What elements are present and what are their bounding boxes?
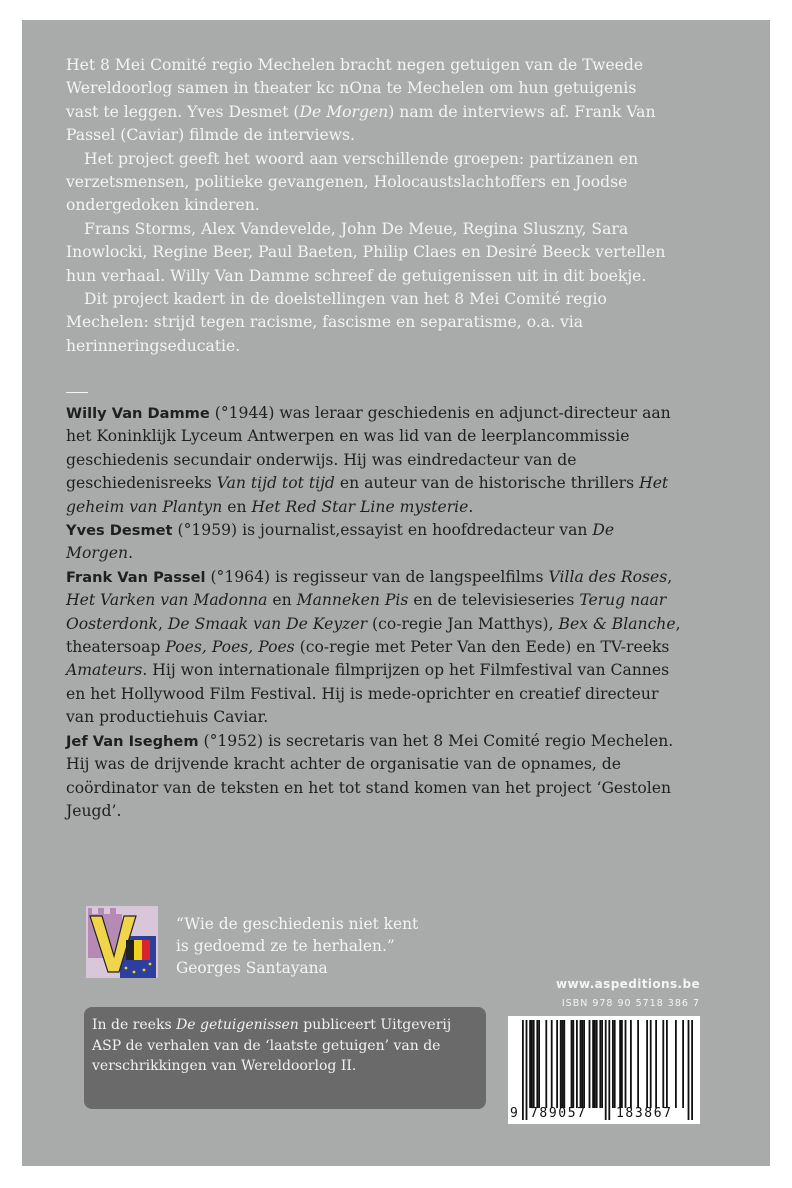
- intro-paragraph-1: Het 8 Mei Comité regio Mechelen bracht negen getuigen van de Tweede Wereldoorlog samen in theater kc nOna te Mechelen om hun getuigenis vast te leggen. Yves Desmet (De Morgen) nam de interviews af. Frank Van Passel (Caviar) filmde de interviews.: [66, 56, 656, 145]
- barcode-bar: [655, 1020, 657, 1108]
- barcode-left-group: 789057: [530, 1106, 587, 1121]
- intro-paragraph-2: Het project geeft het woord aan verschillende groepen: partizanen en verzetsmensen, politieke gevangenen, Holocaustslachtoffers en Joodse ondergedoken kinderen.: [66, 149, 639, 215]
- barcode-bar: [576, 1020, 578, 1108]
- comite-logo-icon: [86, 906, 158, 978]
- barcode-bar: [583, 1020, 585, 1108]
- barcode-bar: [551, 1020, 553, 1108]
- barcode-bar: [533, 1020, 535, 1108]
- intro-paragraph-4: Dit project kadert in de doelstellingen van het 8 Mei Comité regio Mechelen: strijd tegen racisme, fascisme en separatisme, o.a. via herinneringseducatie.: [66, 290, 607, 355]
- section-divider: [66, 392, 88, 393]
- quote-line-1: “Wie de geschiedenis niet kent: [176, 915, 419, 933]
- barcode-bar: [646, 1020, 648, 1108]
- barcode-bar: [621, 1020, 623, 1108]
- barcode-bar: [529, 1020, 531, 1108]
- barcode-bar: [526, 1020, 528, 1120]
- barcode-digits: [508, 1106, 700, 1124]
- barcode-bar: [619, 1020, 621, 1108]
- barcode-bar: [592, 1020, 594, 1108]
- barcode-bar: [545, 1020, 547, 1108]
- barcode-bar: [601, 1020, 603, 1108]
- quote-line-2: is gedoemd ze te herhalen.”: [176, 937, 395, 955]
- barcode-bar: [675, 1020, 677, 1108]
- series-text: In de reeks De getuigenissen publiceert Uitgeverij ASP de verhalen van de ‘laatste getuigen’ van de verschrikkingen van Wereldoorlog II.: [92, 1017, 452, 1074]
- barcode-bar: [572, 1020, 574, 1108]
- barcode-first-digit: 9: [510, 1106, 518, 1121]
- barcode-bar: [589, 1020, 591, 1108]
- barcode-bar: [571, 1020, 573, 1108]
- barcode-right-group: 183867: [616, 1106, 673, 1121]
- barcode-bar: [562, 1020, 564, 1108]
- barcode-bar: [688, 1020, 690, 1120]
- barcode-bar: [605, 1020, 607, 1120]
- barcode-bar: [538, 1020, 540, 1108]
- barcode-bar: [691, 1020, 693, 1120]
- barcode-bar: [563, 1020, 565, 1108]
- barcode-bar: [596, 1020, 598, 1108]
- barcode-bar: [580, 1020, 582, 1108]
- barcode-bar: [531, 1020, 533, 1108]
- barcode-bar: [581, 1020, 583, 1108]
- barcode-bar: [650, 1020, 652, 1108]
- barcode-bar: [637, 1020, 639, 1108]
- bio-jef-van-iseghem: Jef Van Iseghem (°1952) is secretaris van het 8 Mei Comité regio Mechelen. Hij was de drijvende kracht achter de organisatie van de opnames, de coördinator van de teksten en het tot stand komen van het project ‘Gestolen Jeugd’.: [66, 731, 674, 820]
- author-bios: [66, 402, 686, 823]
- barcode-bar: [630, 1020, 632, 1108]
- barcode-bar: [612, 1020, 614, 1108]
- barcode-bar: [625, 1020, 627, 1108]
- barcode-bar: [556, 1020, 558, 1108]
- barcode-bar: [682, 1020, 684, 1108]
- barcode-bar: [536, 1020, 538, 1108]
- barcode-bar: [662, 1020, 664, 1108]
- santayana-quote: [176, 913, 476, 979]
- barcode-bar: [522, 1020, 524, 1120]
- intro-text: [66, 54, 666, 358]
- barcode-bar: [614, 1020, 616, 1108]
- isbn-label: ISBN 978 90 5718 386 7: [561, 998, 700, 1009]
- barcode-bar: [608, 1020, 610, 1120]
- bio-frank-van-passel: Frank Van Passel (°1964) is regisseur van de langspeelfilms Villa des Roses, Het Varken van Madonna en Manneken Pis en de televisieseries Terug naar Oosterdonk, De Smaak van De Keyzer (co-regie Jan Matthys), Bex & Blanche, theatersoap Poes, Poes, Poes (co-regie met Peter Van den Eede) en TV-reeks Amateurs. Hij won internationale filmprijzen op het Filmfestival van Cannes en het Hollywood Film Festival. Hij is mede-oprichter en creatief directeur van productiehuis Caviar.: [66, 567, 681, 727]
- bio-yves-desmet: Yves Desmet (°1959) is journalist,essayist en hoofdredacteur van De Morgen.: [66, 521, 615, 563]
- barcode-bar: [666, 1020, 668, 1108]
- barcode-bar: [599, 1020, 601, 1108]
- bio-willy-van-damme: Willy Van Damme (°1944) was leraar geschiedenis en adjunct-directeur aan het Koninklijk Lyceum Antwerpen en was lid van de leerplancommissie geschiedenis secundair onderwijs. Hij was eindredacteur van de geschiedenisreeks Van tijd tot tijd en auteur van de historische thrillers Het geheim van Plantyn en Het Red Star Line mysterie.: [66, 404, 671, 516]
- intro-paragraph-3: Frans Storms, Alex Vandevelde, John De Meue, Regina Sluszny, Sara Inowlocki, Regine Beer, Paul Baeten, Philip Claes en Desiré Beeck vertellen hun verhaal. Willy Van Damme schreef de getuigenissen uit in dit boekje.: [66, 219, 666, 285]
- quote-author: Georges Santayana: [176, 959, 328, 977]
- barcode-bar: [560, 1020, 562, 1108]
- barcode-bar: [594, 1020, 596, 1108]
- publisher-website: www.aspeditions.be: [556, 977, 700, 991]
